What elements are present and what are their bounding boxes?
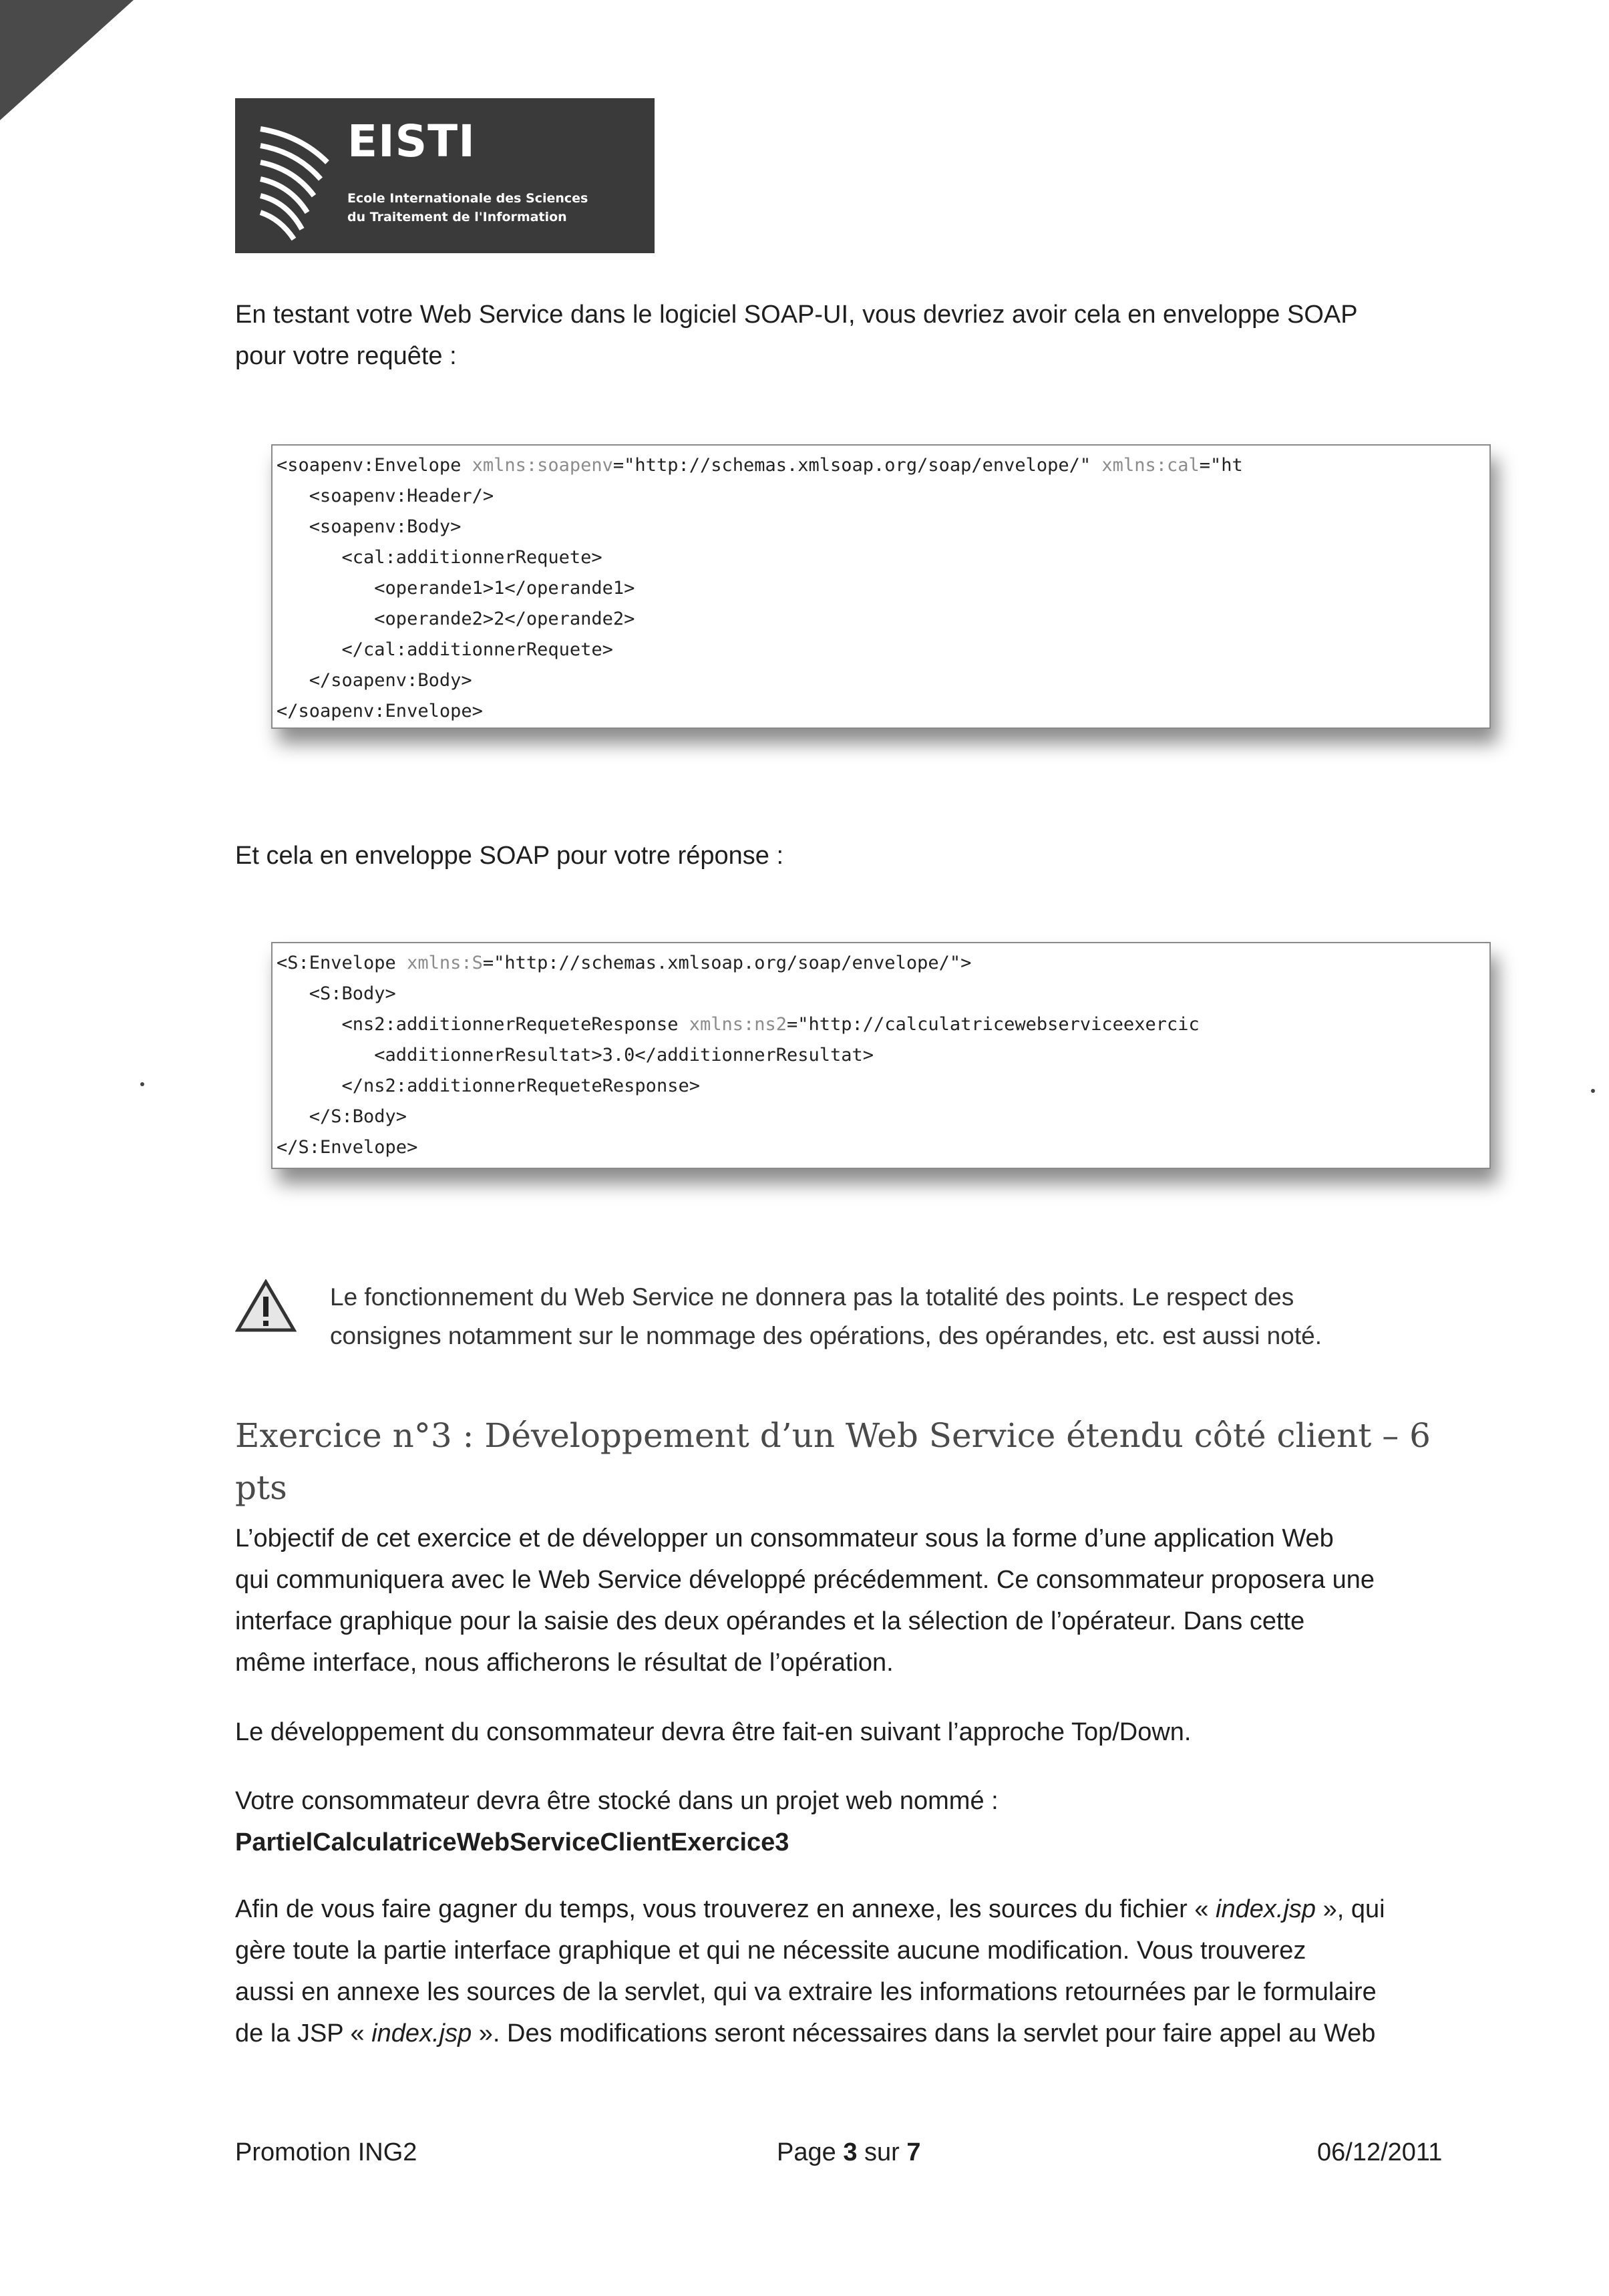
paragraph-line: L’objectif de cet exercice et de développer un consommateur sous la forme d’une application Web <box>235 1524 1334 1552</box>
logo-subtitle-line2: du Traitement de l'Information <box>347 210 567 224</box>
code-line: <additionnerResultat>3.0</additionnerResultat> <box>277 1045 874 1065</box>
intro-line: pour votre requête : <box>235 342 457 370</box>
footer-page-total: 7 <box>906 2138 921 2166</box>
code-line: <operande2>2</operande2> <box>277 609 635 629</box>
code-value: ="ht <box>1199 455 1243 476</box>
approach-paragraph: Le développement du consommateur devra être fait-en suivant l’approche Top/Down. <box>235 1718 1192 1746</box>
footer-page-word: Page <box>777 2138 844 2166</box>
code-line: </S:Envelope> <box>277 1137 418 1158</box>
page-corner-fold <box>0 0 134 120</box>
project-paragraph <box>235 1780 1464 1863</box>
text-run: Afin de vous faire gagner du temps, vous trouverez en annexe, les sources du fichier « <box>235 1895 1216 1923</box>
code-attr: xmlns:ns2 <box>678 1014 787 1035</box>
footer-page-current: 3 <box>843 2138 858 2166</box>
warning-line: consignes notamment sur le nommage des opérations, des opérandes, etc. est aussi noté. <box>330 1322 1322 1349</box>
text-run: », qui <box>1316 1895 1385 1923</box>
code-attr: xmlns:S <box>395 953 483 973</box>
code-line: </soapenv:Envelope> <box>277 701 483 721</box>
warning-note <box>330 1278 1492 1355</box>
code-attr: xmlns:cal <box>1091 455 1200 476</box>
heading-line: Exercice n°3 : Développement d’un Web Service étendu côté client – 6 <box>235 1416 1431 1455</box>
soap-response-code-box <box>271 942 1491 1169</box>
scan-speck <box>1591 1089 1595 1093</box>
code-attr: xmlns:soapenv <box>461 455 613 476</box>
code-value: ="http://schemas.xmlsoap.org/soap/envelope/" <box>612 455 1091 476</box>
code-line: <soapenv:Header/> <box>277 486 494 506</box>
intro-paragraph <box>235 294 1464 377</box>
logo-subtitle-line1: Ecole Internationale des Sciences <box>347 191 588 206</box>
logo-brand: EISTI <box>347 116 476 167</box>
code-value: ="http://schemas.xmlsoap.org/soap/envelope/"> <box>482 953 972 973</box>
eisti-logo <box>235 98 655 253</box>
code-line: </soapenv:Body> <box>277 670 472 691</box>
code-line: </ns2:additionnerRequeteResponse> <box>277 1076 700 1096</box>
code-line <box>277 1014 1200 1035</box>
project-name: PartielCalculatriceWebServiceClientExercice3 <box>235 1828 789 1856</box>
code-line: </cal:additionnerRequete> <box>277 639 613 660</box>
text-run: ». Des modifications seront nécessaires dans la servlet pour faire appel au Web <box>472 2019 1376 2047</box>
paragraph-line: interface graphique pour la saisie des deux opérandes et la sélection de l’opérateur. Dans cette <box>235 1607 1305 1635</box>
paragraph-line <box>235 2013 1464 2054</box>
eisti-waves-icon <box>254 116 334 242</box>
paragraph-line: qui communiquera avec le Web Service développé précédemment. Ce consommateur proposera une <box>235 1566 1375 1594</box>
code-line: <operande1>1</operande1> <box>277 578 635 599</box>
objective-paragraph <box>235 1518 1464 1683</box>
paragraph-line: aussi en annexe les sources de la servlet, qui va extraire les informations retournées par le formulaire <box>235 1978 1377 2006</box>
intro-line: En testant votre Web Service dans le logiciel SOAP-UI, vous devriez avoir cela en enveloppe SOAP <box>235 301 1358 329</box>
heading-line: pts <box>235 1468 287 1507</box>
filename: index.jsp <box>371 2019 472 2047</box>
code-line: <S:Body> <box>277 983 396 1004</box>
code-line: </S:Body> <box>277 1106 407 1127</box>
code-line: <cal:additionnerRequete> <box>277 547 602 568</box>
exercise-heading <box>235 1406 1451 1517</box>
warning-line: Le fonctionnement du Web Service ne donnera pas la totalité des points. Le respect des <box>330 1283 1294 1311</box>
footer-page-number <box>777 2136 921 2169</box>
paragraph-line: Votre consommateur devra être stocké dans un projet web nommé : <box>235 1787 999 1815</box>
paragraph-line <box>235 1889 1464 1930</box>
code-value: ="http://calculatricewebserviceexercic <box>787 1014 1200 1035</box>
logo-subtitle <box>347 189 641 226</box>
annex-paragraph <box>235 1889 1464 2054</box>
code-tag: <soapenv:Envelope <box>277 455 462 476</box>
filename: index.jsp <box>1216 1895 1316 1923</box>
paragraph-line: même interface, nous afficherons le résultat de l’opération. <box>235 1649 894 1677</box>
code-line <box>277 953 971 973</box>
text-run: de la JSP « <box>235 2019 372 2047</box>
footer-date: 06/12/2011 <box>1317 2138 1443 2166</box>
footer-promotion: Promotion ING2 <box>235 2138 417 2166</box>
code-tag: <S:Envelope <box>277 953 396 973</box>
code-tag: <ns2:additionnerRequeteResponse <box>277 1014 679 1035</box>
soap-request-code-box <box>271 444 1491 729</box>
warning-icon <box>235 1279 297 1334</box>
scan-speck <box>140 1082 144 1086</box>
paragraph-line: gère toute la partie interface graphique et qui ne nécessite aucune modification. Vous trouverez <box>235 1937 1306 1965</box>
response-intro: Et cela en enveloppe SOAP pour votre réponse : <box>235 842 784 870</box>
footer-sur-word: sur <box>857 2138 907 2166</box>
code-line <box>277 455 1243 476</box>
code-line: <soapenv:Body> <box>277 516 462 537</box>
